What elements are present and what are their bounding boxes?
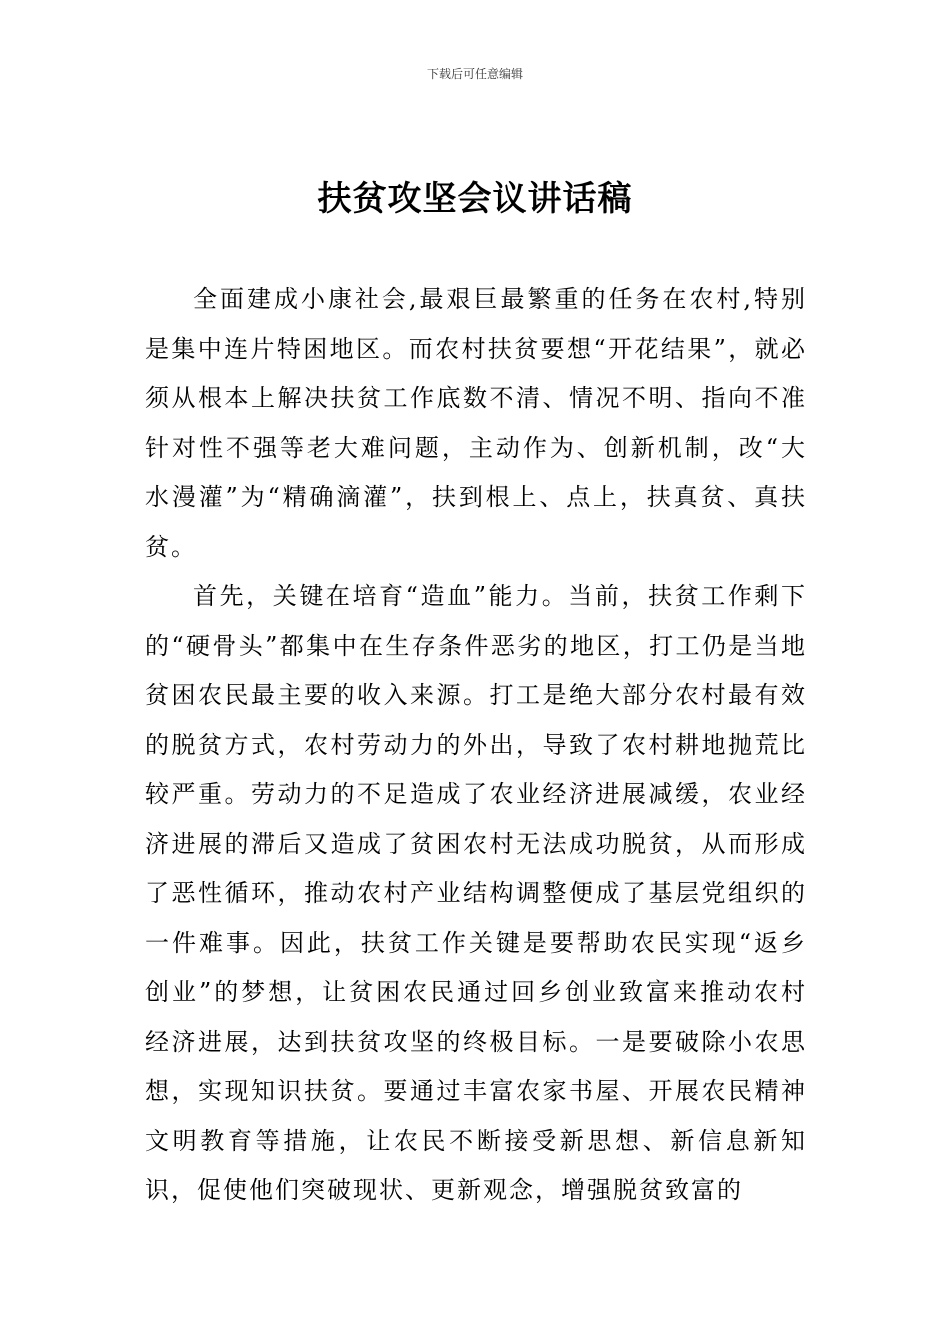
paragraph-intro: 全面建成小康社会,最艰巨最繁重的任务在农村,特别是集中连片特困地区。而农村扶贫要想“开花结果”，就必须从根本上解决扶贫工作底数不清、情况不明、指向不准针对性不强等老大难问题，主动作为、创新机制，改“大水漫灌”为“精确滴灌”，扶到根上、点上，扶真贫、真扶贫。 — [145, 285, 807, 561]
header-note: 下载后可任意编辑 — [426, 67, 523, 81]
paragraph-first-point: 首先，关键在培育“造血”能力。当前，扶贫工作剩下的“硬骨头”都集中在生存条件恶劣的地区，打工仍是当地贫困农民最主要的收入来源。打工是绝大部分农村最有效的脱贫方式，农村劳动力的外出，导致了农村耕地抛荒比较严重。劳动力的不足造成了农业经济进展减缓，农业经济进展的滞后又造成了贫困农村无法成功脱贫，从而形成了恶性循环，推动农村产业结构调整便成了基层党组织的一件难事。因此，扶贫工作关键是要帮助农民实现“返乡创业”的梦想，让贫困农民通过回乡创业致富来推动农村经济进展，达到扶贫攻坚的终极目标。一是要破除小农思想，实现知识扶贫。要通过丰富农家书屋、开展农民精神文明教育等措施，让农民不断接受新思想、新信息新知识，促使他们突破现状、更新观念，增强脱贫致富的 — [145, 582, 807, 1204]
document-title: 扶贫攻坚会议讲话稿 — [317, 179, 633, 219]
document-body — [145, 275, 807, 1216]
